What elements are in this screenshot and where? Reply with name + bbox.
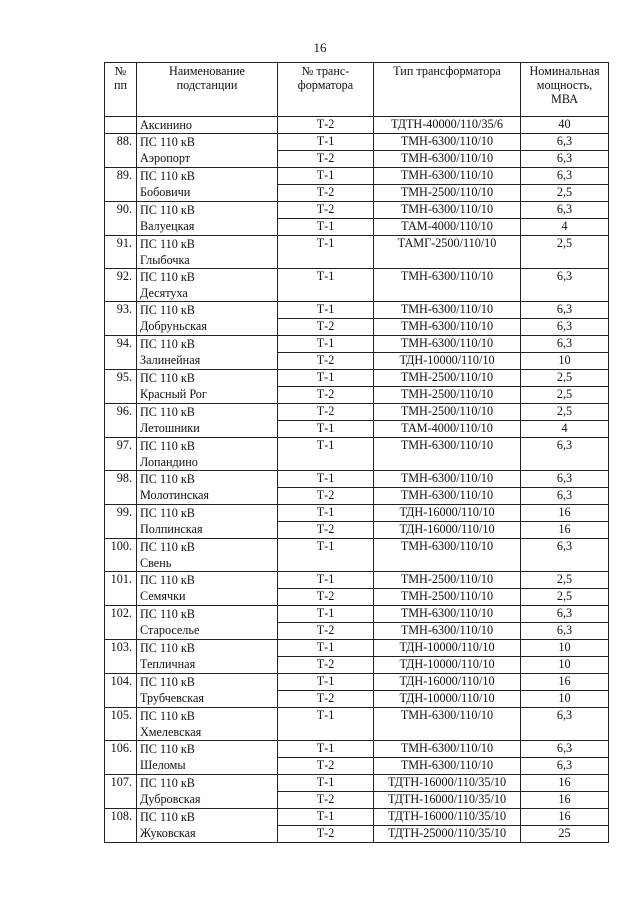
substation-name-line: ПС 110 кВ xyxy=(140,641,195,655)
row-number: 106. xyxy=(105,741,137,775)
substation-name-line: ПС 110 кВ xyxy=(140,742,195,756)
substation-name-line: ПС 110 кВ xyxy=(140,776,195,790)
row-number: 100. xyxy=(105,539,137,572)
transformer-number: Т-2 xyxy=(278,117,374,134)
transformer-type: ТМН-2500/110/10 xyxy=(374,387,521,404)
rated-power: 2,5 xyxy=(521,370,609,387)
rated-power: 6,3 xyxy=(521,168,609,185)
transformer-type: ТМН-6300/110/10 xyxy=(374,336,521,353)
transformer-type: ТМН-6300/110/10 xyxy=(374,758,521,775)
rated-power: 4 xyxy=(521,219,609,236)
rated-power: 10 xyxy=(521,353,609,370)
transformer-type: ТМН-6300/110/10 xyxy=(374,168,521,185)
transformer-number: Т-2 xyxy=(278,623,374,640)
rated-power: 6,3 xyxy=(521,202,609,219)
substation-name xyxy=(137,269,278,302)
table-row xyxy=(105,708,609,741)
table-row xyxy=(105,168,609,185)
transformer-number: Т-1 xyxy=(278,809,374,826)
rated-power: 6,3 xyxy=(521,134,609,151)
transformer-number: Т-1 xyxy=(278,134,374,151)
transformer-number: Т-2 xyxy=(278,488,374,505)
transformer-type: ТМН-6300/110/10 xyxy=(374,623,521,640)
transformer-number: Т-1 xyxy=(278,539,374,572)
row-number: 108. xyxy=(105,809,137,843)
rated-power: 4 xyxy=(521,421,609,438)
substation-name-line: ПС 110 кВ xyxy=(140,270,195,284)
substation-name-line: ПС 110 кВ xyxy=(140,371,195,385)
transformer-type: ТМН-6300/110/10 xyxy=(374,606,521,623)
page-number: 16 xyxy=(313,40,327,55)
transformer-number: Т-2 xyxy=(278,758,374,775)
substation-name-line: Глыбочка xyxy=(140,253,190,267)
table-row xyxy=(105,471,609,488)
transformer-type: ТМН-2500/110/10 xyxy=(374,572,521,589)
transformer-number: Т-1 xyxy=(278,219,374,236)
rated-power: 2,5 xyxy=(521,185,609,202)
transformer-number: Т-1 xyxy=(278,471,374,488)
header-num: № пп xyxy=(105,63,137,117)
transformer-type: ТМН-6300/110/10 xyxy=(374,302,521,319)
substation-name-line: ПС 110 кВ xyxy=(140,607,195,621)
transformer-type: ТАМ-4000/110/10 xyxy=(374,421,521,438)
row-number: 103. xyxy=(105,640,137,674)
transformer-number: Т-1 xyxy=(278,336,374,353)
rated-power: 16 xyxy=(521,775,609,792)
table-row xyxy=(105,236,609,269)
transformer-type: ТАМГ-2500/110/10 xyxy=(374,236,521,269)
table-row xyxy=(105,539,609,572)
rated-power: 16 xyxy=(521,674,609,691)
transformer-number: Т-1 xyxy=(278,269,374,302)
transformer-number: Т-1 xyxy=(278,775,374,792)
table-row xyxy=(105,572,609,589)
table-row xyxy=(105,404,609,421)
transformer-type: ТДТН-16000/110/35/10 xyxy=(374,775,521,792)
transformer-number: Т-1 xyxy=(278,421,374,438)
substation-name-line: Трубчевская xyxy=(140,691,204,705)
transformer-number: Т-1 xyxy=(278,302,374,319)
transformer-number: Т-2 xyxy=(278,589,374,606)
substation-name-line: ПС 110 кВ xyxy=(140,709,195,723)
rated-power: 10 xyxy=(521,657,609,674)
transformer-number: Т-1 xyxy=(278,741,374,758)
substation-name-line: ПС 110 кВ xyxy=(140,506,195,520)
transformer-type: ТДН-16000/110/10 xyxy=(374,505,521,522)
row-number: 95. xyxy=(105,370,137,404)
transformer-number: Т-1 xyxy=(278,505,374,522)
table-row xyxy=(105,505,609,522)
substation-name-line: ПС 110 кВ xyxy=(140,810,195,824)
rated-power: 25 xyxy=(521,826,609,843)
substation-name-line: Лопандино xyxy=(140,455,198,469)
substation-name-line: Десятуха xyxy=(140,286,188,300)
row-number: 99. xyxy=(105,505,137,539)
transformer-type: ТМН-2500/110/10 xyxy=(374,589,521,606)
substation-name xyxy=(137,370,278,404)
substation-name xyxy=(137,775,278,809)
substation-name-line: Добруньская xyxy=(140,319,207,333)
transformer-number: Т-2 xyxy=(278,202,374,219)
substation-name-line: Свень xyxy=(140,556,172,570)
row-number: 107. xyxy=(105,775,137,809)
rated-power: 6,3 xyxy=(521,336,609,353)
transformer-number: Т-1 xyxy=(278,168,374,185)
transformer-number: Т-2 xyxy=(278,387,374,404)
transformer-number: Т-2 xyxy=(278,151,374,168)
transformer-type: ТМН-6300/110/10 xyxy=(374,471,521,488)
transformer-number: Т-1 xyxy=(278,606,374,623)
substation-name-line: ПС 110 кВ xyxy=(140,405,195,419)
substation-name xyxy=(137,572,278,606)
transformer-number: Т-1 xyxy=(278,572,374,589)
table-row xyxy=(105,640,609,657)
rated-power: 6,3 xyxy=(521,438,609,471)
substation-name-line: Залинейная xyxy=(140,353,201,367)
rated-power: 2,5 xyxy=(521,387,609,404)
substation-name-line: ПС 110 кВ xyxy=(140,135,195,149)
table-row xyxy=(105,606,609,623)
substation-name xyxy=(137,606,278,640)
substation-name-line: Шеломы xyxy=(140,758,186,772)
table-row xyxy=(105,809,609,826)
substation-name xyxy=(137,809,278,843)
row-number: 91. xyxy=(105,236,137,269)
transformer-number: Т-1 xyxy=(278,370,374,387)
rated-power: 6,3 xyxy=(521,488,609,505)
rated-power: 16 xyxy=(521,505,609,522)
transformer-number: Т-2 xyxy=(278,522,374,539)
rated-power: 6,3 xyxy=(521,539,609,572)
row-number: 89. xyxy=(105,168,137,202)
transformer-table xyxy=(104,62,609,843)
transformer-type: ТМН-6300/110/10 xyxy=(374,488,521,505)
substation-name xyxy=(137,202,278,236)
substation-name xyxy=(137,674,278,708)
row-number: 102. xyxy=(105,606,137,640)
rated-power: 2,5 xyxy=(521,572,609,589)
rated-power: 10 xyxy=(521,640,609,657)
rated-power: 2,5 xyxy=(521,236,609,269)
substation-name xyxy=(137,539,278,572)
transformer-type: ТДТН-25000/110/35/10 xyxy=(374,826,521,843)
transformer-type: ТДТН-40000/110/35/6 xyxy=(374,117,521,134)
row-number: 94. xyxy=(105,336,137,370)
substation-name-line: ПС 110 кВ xyxy=(140,675,195,689)
table-row xyxy=(105,134,609,151)
rated-power: 6,3 xyxy=(521,623,609,640)
row-number: 101. xyxy=(105,572,137,606)
substation-name-line: Дубровская xyxy=(140,792,201,806)
rated-power: 16 xyxy=(521,522,609,539)
substation-name xyxy=(137,741,278,775)
transformer-type: ТМН-2500/110/10 xyxy=(374,370,521,387)
row-number: 98. xyxy=(105,471,137,505)
substation-name-line: ПС 110 кВ xyxy=(140,439,195,453)
header-transformer-number: № транс-форматора xyxy=(278,63,374,117)
row-number xyxy=(105,117,137,134)
substation-name xyxy=(137,302,278,336)
transformer-type: ТМН-6300/110/10 xyxy=(374,438,521,471)
rated-power: 2,5 xyxy=(521,589,609,606)
transformer-type: ТМН-6300/110/10 xyxy=(374,202,521,219)
table-row xyxy=(105,674,609,691)
substation-name-line: Хмелевская xyxy=(140,725,202,739)
substation-name-line: ПС 110 кВ xyxy=(140,337,195,351)
table-row xyxy=(105,775,609,792)
transformer-type: ТМН-6300/110/10 xyxy=(374,741,521,758)
table-row xyxy=(105,438,609,471)
substation-name xyxy=(137,505,278,539)
row-number: 93. xyxy=(105,302,137,336)
rated-power: 6,3 xyxy=(521,269,609,302)
substation-name-line: ПС 110 кВ xyxy=(140,472,195,486)
table-row xyxy=(105,117,609,134)
transformer-number: Т-2 xyxy=(278,826,374,843)
transformer-number: Т-1 xyxy=(278,438,374,471)
transformer-type: ТДН-16000/110/10 xyxy=(374,522,521,539)
row-number: 96. xyxy=(105,404,137,438)
substation-name-line: Староселье xyxy=(140,623,200,637)
transformer-number: Т-1 xyxy=(278,640,374,657)
header-name: Наименование подстанции xyxy=(137,63,278,117)
header-transformer-type: Тип трансформатора xyxy=(374,63,521,117)
substation-name-line: ПС 110 кВ xyxy=(140,203,195,217)
transformer-type: ТДТН-16000/110/35/10 xyxy=(374,809,521,826)
transformer-number: Т-2 xyxy=(278,353,374,370)
substation-name-line: Летошники xyxy=(140,421,200,435)
rated-power: 6,3 xyxy=(521,151,609,168)
row-number: 104. xyxy=(105,674,137,708)
substation-name xyxy=(137,134,278,168)
transformer-type: ТДН-10000/110/10 xyxy=(374,640,521,657)
substation-name-line: ПС 110 кВ xyxy=(140,573,195,587)
transformer-type: ТМН-6300/110/10 xyxy=(374,151,521,168)
rated-power: 16 xyxy=(521,809,609,826)
transformer-number: Т-2 xyxy=(278,691,374,708)
row-number: 97. xyxy=(105,438,137,471)
row-number: 88. xyxy=(105,134,137,168)
substation-name-line: Тепличная xyxy=(140,657,196,671)
transformer-type: ТМН-6300/110/10 xyxy=(374,539,521,572)
transformer-number: Т-2 xyxy=(278,404,374,421)
rated-power: 10 xyxy=(521,691,609,708)
table-row xyxy=(105,302,609,319)
transformer-type: ТАМ-4000/110/10 xyxy=(374,219,521,236)
table-header-row xyxy=(105,63,609,117)
transformer-type: ТДН-16000/110/10 xyxy=(374,674,521,691)
substation-name-line: Полпинская xyxy=(140,522,203,536)
substation-name xyxy=(137,471,278,505)
transformer-type: ТДН-10000/110/10 xyxy=(374,353,521,370)
row-number: 105. xyxy=(105,708,137,741)
transformer-type: ТМН-6300/110/10 xyxy=(374,319,521,336)
row-number: 92. xyxy=(105,269,137,302)
substation-name-line: Аэропорт xyxy=(140,151,191,165)
substation-name-line: ПС 110 кВ xyxy=(140,540,195,554)
substation-name xyxy=(137,168,278,202)
rated-power: 6,3 xyxy=(521,302,609,319)
rated-power: 6,3 xyxy=(521,758,609,775)
substation-name-line: ПС 110 кВ xyxy=(140,169,195,183)
substation-name-line: Семячки xyxy=(140,589,186,603)
substation-name xyxy=(137,117,278,134)
transformer-type: ТМН-6300/110/10 xyxy=(374,708,521,741)
row-number: 90. xyxy=(105,202,137,236)
rated-power: 6,3 xyxy=(521,606,609,623)
transformer-number: Т-2 xyxy=(278,657,374,674)
table-row xyxy=(105,336,609,353)
rated-power: 6,3 xyxy=(521,319,609,336)
substation-name-line: ПС 110 кВ xyxy=(140,237,195,251)
substation-name xyxy=(137,336,278,370)
substation-name-line: Молотинская xyxy=(140,488,210,502)
table-row xyxy=(105,370,609,387)
rated-power: 6,3 xyxy=(521,741,609,758)
table-row xyxy=(105,202,609,219)
table-body xyxy=(105,117,609,843)
substation-name xyxy=(137,236,278,269)
rated-power: 40 xyxy=(521,117,609,134)
substation-name-line: ПС 110 кВ xyxy=(140,303,195,317)
transformer-number: Т-1 xyxy=(278,674,374,691)
transformer-type: ТДН-10000/110/10 xyxy=(374,657,521,674)
substation-name xyxy=(137,438,278,471)
rated-power: 2,5 xyxy=(521,404,609,421)
transformer-type: ТМН-2500/110/10 xyxy=(374,404,521,421)
transformer-number: Т-1 xyxy=(278,236,374,269)
transformer-type: ТДТН-16000/110/35/10 xyxy=(374,792,521,809)
substation-name xyxy=(137,640,278,674)
rated-power: 6,3 xyxy=(521,708,609,741)
substation-name-line: Красный Рог xyxy=(140,387,207,401)
transformer-type: ТМН-6300/110/10 xyxy=(374,134,521,151)
rated-power: 6,3 xyxy=(521,471,609,488)
transformer-number: Т-2 xyxy=(278,792,374,809)
substation-name xyxy=(137,404,278,438)
rated-power: 16 xyxy=(521,792,609,809)
transformer-number: Т-2 xyxy=(278,319,374,336)
transformer-type: ТМН-6300/110/10 xyxy=(374,269,521,302)
transformer-type: ТМН-2500/110/10 xyxy=(374,185,521,202)
transformer-type: ТДН-10000/110/10 xyxy=(374,691,521,708)
transformer-number: Т-2 xyxy=(278,185,374,202)
transformer-number: Т-1 xyxy=(278,708,374,741)
substation-name-line: Жуковская xyxy=(140,826,196,840)
table-row xyxy=(105,741,609,758)
substation-name-line: Бобовичи xyxy=(140,185,191,199)
substation-name-line: Аксинино xyxy=(140,118,193,132)
table-row xyxy=(105,269,609,302)
header-rated-power: Номинальная мощность, МВА xyxy=(521,63,609,117)
substation-name-line: Валуецкая xyxy=(140,219,195,233)
substation-name xyxy=(137,708,278,741)
